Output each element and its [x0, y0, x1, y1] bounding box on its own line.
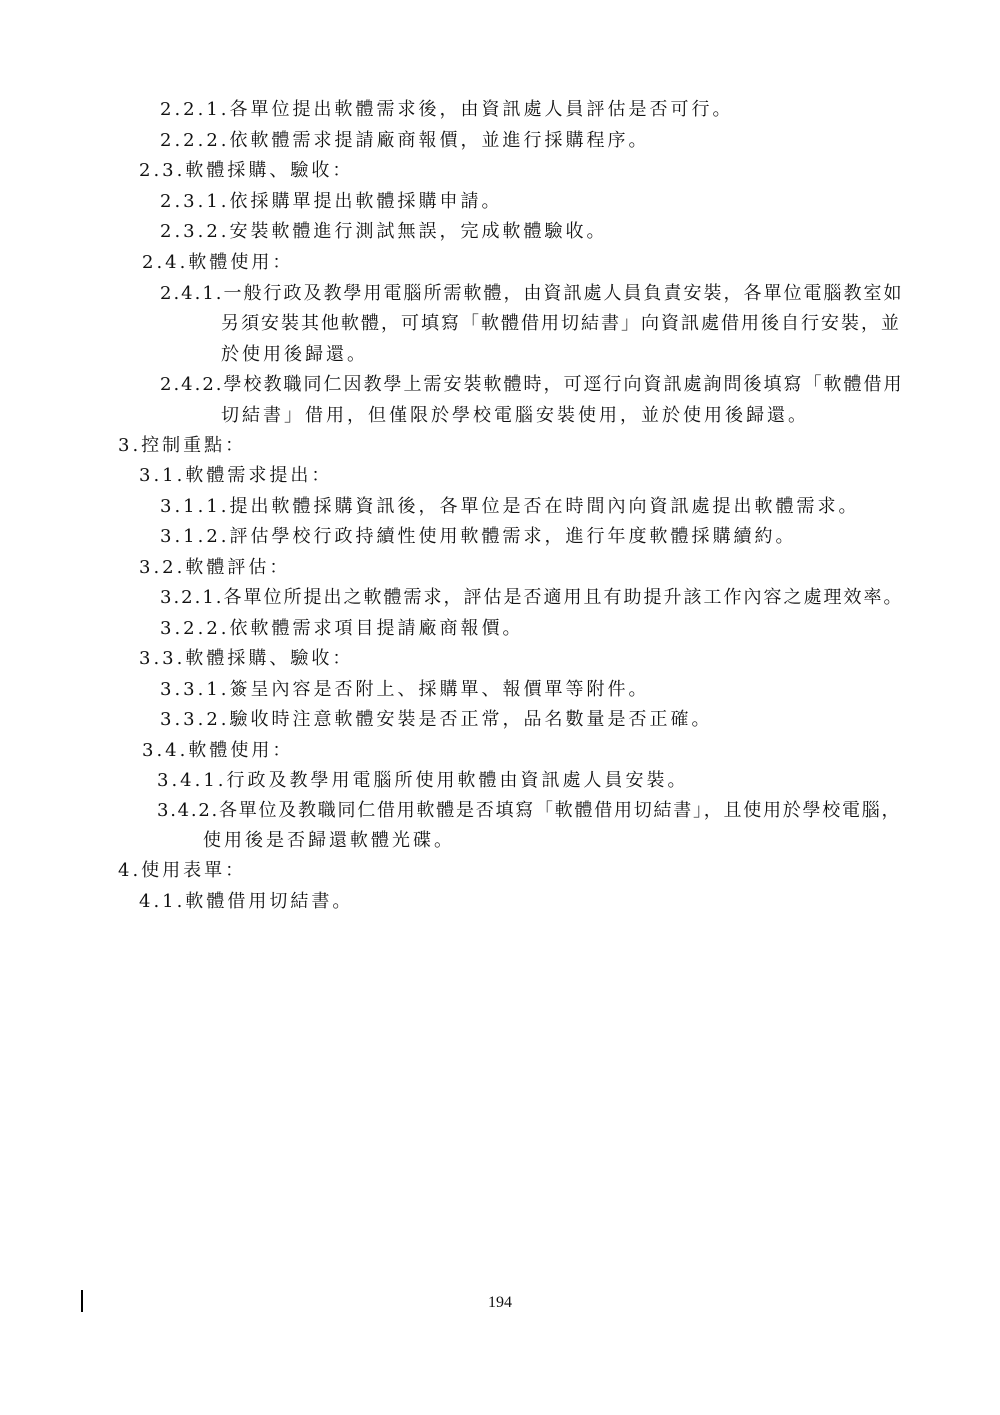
heading-2-4: 2.4.軟體使用： [142, 252, 294, 273]
item-2-4-1: 2.4.1.一般行政及教學用電腦所需軟體，由資訊處人員負責安裝，各單位電腦教室如 [160, 283, 904, 304]
heading-3-2: 3.2.軟體評估： [139, 557, 291, 578]
item-3-2-2: 3.2.2.依軟體需求項目提請廠商報價。 [160, 618, 524, 639]
heading-3-3: 3.3.軟體採購、驗收： [139, 648, 354, 669]
item-3-3-2: 3.3.2.驗收時注意軟體安裝是否正常，品名數量是否正確。 [160, 709, 713, 730]
item-2-2-2: 2.2.2.依軟體需求提請廠商報價，並進行採購程序。 [160, 130, 650, 151]
item-2-4-2-cont: 切結書」借用，但僅限於學校電腦安裝使用，並於使用後歸還。 [221, 405, 809, 426]
heading-2-3: 2.3.軟體採購、驗收： [139, 160, 354, 181]
section-4-heading: 4.使用表單： [118, 860, 247, 881]
item-3-4-1: 3.4.1.行政及教學用電腦所使用軟體由資訊處人員安裝。 [157, 770, 689, 791]
item-2-4-1-cont-1: 另須安裝其他軟體，可填寫「軟體借用切結書」向資訊處借用後自行安裝，並 [221, 313, 901, 334]
item-2-2-1: 2.2.1.各單位提出軟體需求後，由資訊處人員評估是否可行。 [160, 99, 734, 120]
item-3-4-2-cont: 使用後是否歸還軟體光碟。 [203, 830, 455, 851]
heading-3-1: 3.1.軟體需求提出： [139, 465, 333, 486]
item-3-1-2: 3.1.2.評估學校行政持續性使用軟體需求，進行年度軟體採購續約。 [160, 526, 797, 547]
item-3-3-1: 3.3.1.簽呈內容是否附上、採購單、報價單等附件。 [160, 679, 650, 700]
item-3-2-1: 3.2.1.各單位所提出之軟體需求，評估是否適用且有助提升該工作內容之處理效率。 [160, 587, 904, 608]
heading-3-4: 3.4.軟體使用： [142, 740, 294, 761]
item-2-3-2: 2.3.2.安裝軟體進行測試無誤，完成軟體驗收。 [160, 221, 608, 242]
section-3-heading: 3.控制重點： [118, 435, 247, 456]
item-2-3-1: 2.3.1.依採購單提出軟體採購申請。 [160, 191, 503, 212]
item-2-4-2: 2.4.2.學校教職同仁因教學上需安裝軟體時，可逕行向資訊處詢問後填寫「軟體借用 [160, 374, 904, 395]
item-3-1-1: 3.1.1.提出軟體採購資訊後，各單位是否在時間內向資訊處提出軟體需求。 [160, 496, 860, 517]
page-number: 194 [488, 1294, 512, 1311]
item-4-1: 4.1.軟體借用切結書。 [139, 891, 354, 912]
item-2-4-1-cont-2: 於使用後歸還。 [221, 344, 368, 365]
item-3-4-2: 3.4.2.各單位及教職同仁借用軟體是否填寫「軟體借用切結書」，且使用於學校電腦， [157, 800, 902, 821]
